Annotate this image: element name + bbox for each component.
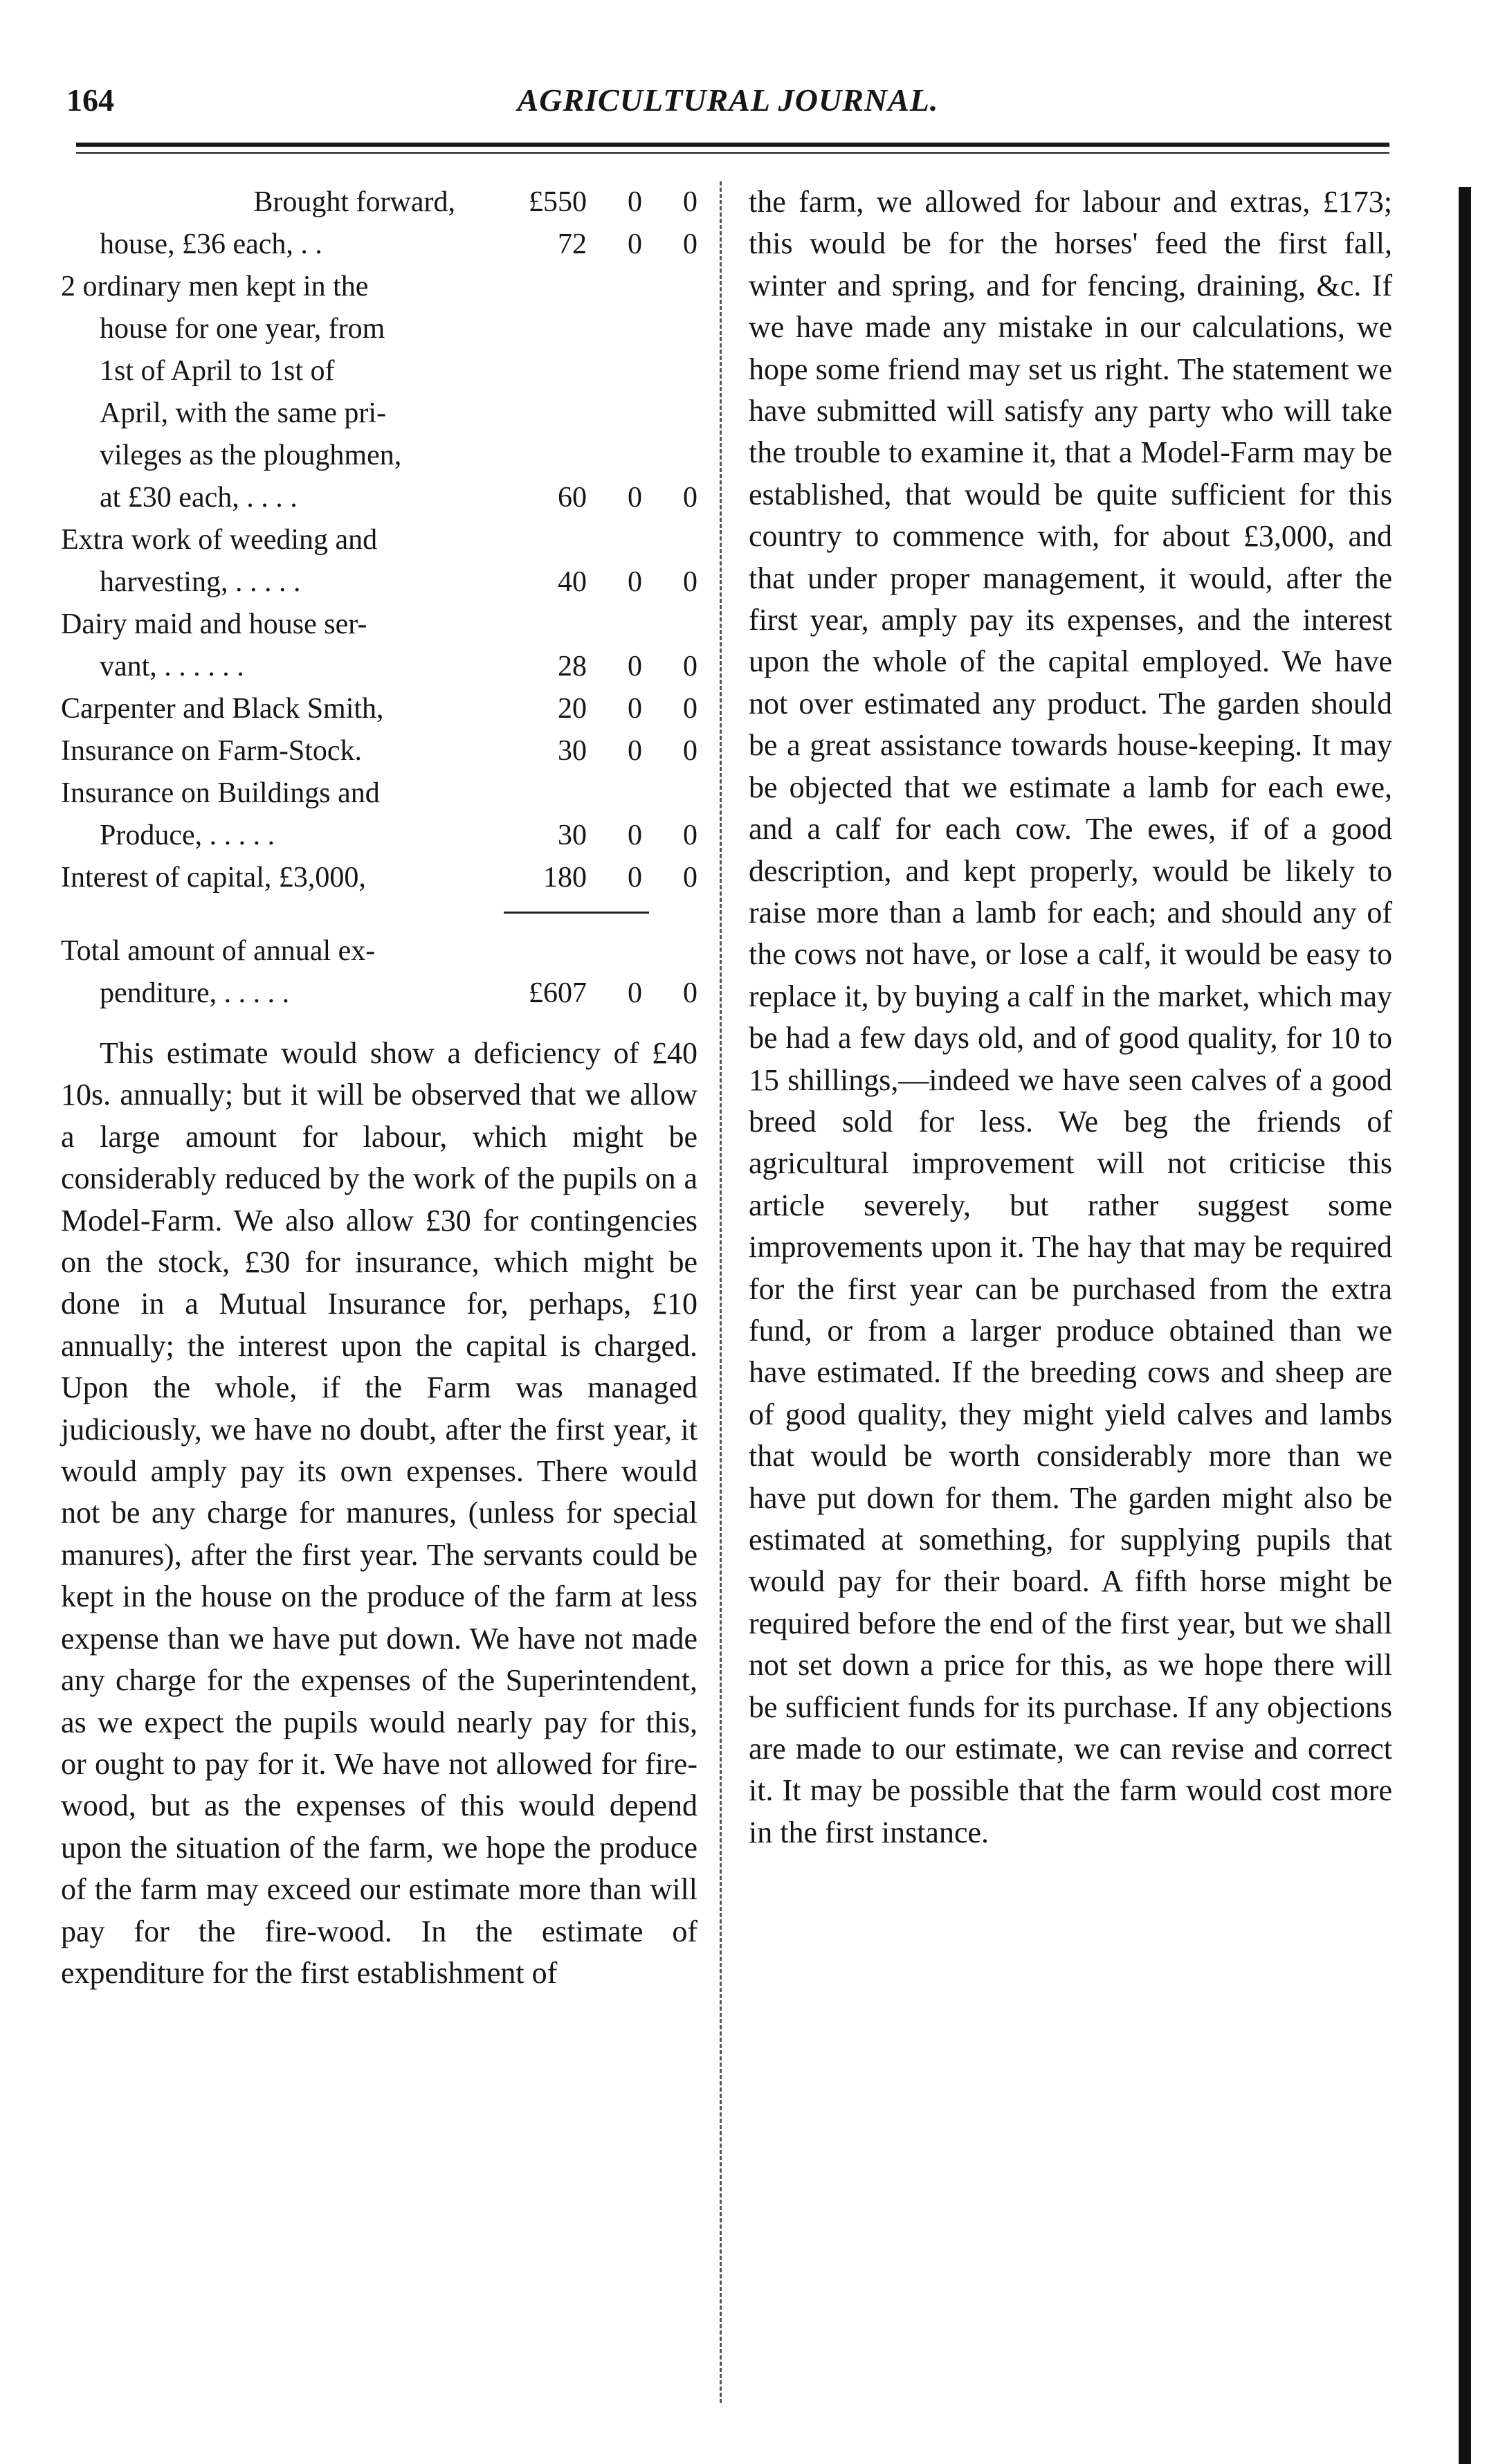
ledger-row — [61, 224, 697, 266]
ledger-shillings: 0 — [628, 735, 642, 767]
ledger-amount — [455, 519, 697, 604]
right-paragraph: the farm, we allowed for labour and extras, £173; this would be for the horses' feed the first fall, winter and spring, and for fencing, draining, &c. If we have made any mistake in our calculations, we hope some friend may set us right. The statement we have submitted will satisfy any party who will take the trouble to examine it, that a Model-Farm may be established, that would be quite sufficient for this country to commence with, for about £3,000, and that under proper management, it would, after the first year, amply pay its expenses, and the interest upon the whole of the capital employed. We have not over estimated any product. The garden should be a great assistance towards house-keeping. It may be objected that we estimate a lamb for each ewe, and a calf for each cow. The ewes, if of a good description, and kept properly, would be likely to raise more than a lamb for each; and should any of the cows not have, or lose a calf, it would be easy to replace it, by buying a calf in the market, which may be had a few days old, and of good quality, for 10 to 15 shillings,—indeed we have seen calves of a good breed sold for less. We beg the friends of agricultural improvement will not criticise this article severely, but rather suggest some improvements upon it. The hay that may be required for the first year can be purchased from the extra fund, or from a larger produce obtained than we have estimated. If the breeding cows and sheep are of good quality, they might yield calves and lambs that would be worth considerably more than we have put down for them. The garden might also be estimated at something, for supplying pupils that would pay for their board. A fifth horse might be required before the end of the first year, but we shall not set down a price for this, as we hope there will be sufficient funds for its purchase. If any objections are made to our estimate, we can revise and correct it. It may be possible that the farm would cost more in the first instance. — [749, 185, 1392, 1849]
page-edge-shadow — [1459, 187, 1471, 2464]
ledger-total — [61, 930, 697, 1015]
ledger-desc-line: Insurance on Farm-Stock. — [61, 735, 363, 767]
ledger-desc — [61, 688, 455, 730]
ledger-pounds: 20 — [558, 693, 587, 725]
ledger-pounds: 30 — [558, 735, 587, 767]
ledger-row — [61, 730, 697, 772]
ledger-pounds: £550 — [529, 186, 587, 218]
ledger-sum-rule — [504, 912, 649, 914]
left-paragraph: This estimate would show a deficiency of £40 10s. annually; but it will be observed that we allow a large amount for labour, which might be considerably reduced by the work of the pupils on a Model-Farm. We also allow £30 for contingencies on the stock, £30 for insurance, which might be done in a Mutual Insurance for, perhaps, £10 annually; the interest upon the capital is charged. Upon the whole, if the Farm was managed judiciously, we have no doubt, after the first year, it would amply pay its own expenses. There would not be any charge for manures, (unless for special manures), after the first year. The servants could be kept in the house on the produce of the farm at less expense than we have put down. We have not made any charge for the expenses of the Superintendent, as we expect the pupils would nearly pay for this, or ought to pay for it. We have not allowed for fire-wood, but as the expenses of this would depend upon the situation of the farm, we hope the produce of the farm may exceed our estimate more than will pay for the fire-wood. In the estimate of expenditure for the first establishment of — [61, 1036, 697, 1990]
ledger-desc — [61, 224, 455, 266]
ledger-row — [61, 519, 697, 604]
ledger-desc-line: Carpenter and Black Smith, — [61, 693, 384, 725]
ledger-pence: 0 — [683, 651, 697, 682]
ledger-desc-line: house, £36 each, . . — [100, 228, 322, 260]
ledger-pounds: 28 — [558, 651, 587, 682]
ledger-shillings: 0 — [628, 819, 642, 851]
ledger-row — [61, 772, 697, 857]
ledger-row — [61, 181, 697, 224]
header-rule-thin — [76, 152, 1389, 154]
ledger-desc-line: Produce, . . . . . — [100, 819, 275, 851]
ledger-desc — [61, 519, 455, 604]
ledger-desc-line: Interest of capital, £3,000, — [61, 862, 366, 894]
ledger-pounds: 40 — [558, 566, 587, 598]
ledger-shillings: 0 — [628, 693, 642, 725]
ledger-pounds: 180 — [543, 862, 587, 894]
ledger-shillings: 0 — [628, 186, 642, 218]
ledger-pounds: 72 — [558, 228, 587, 260]
ledger-amount — [455, 224, 697, 266]
ledger-total-line: Total amount of annual ex- — [61, 935, 376, 967]
ledger-shillings: 0 — [628, 482, 642, 514]
left-column — [61, 181, 697, 1994]
ledger-total-line: penditure, . . . . . — [100, 977, 290, 1009]
ledger-pounds: 60 — [558, 482, 587, 514]
ledger-desc — [61, 772, 455, 857]
ledger-row — [61, 688, 697, 730]
ledger-shillings: 0 — [628, 862, 642, 894]
ledger-desc-line: Dairy maid and house ser- — [61, 608, 367, 640]
header-rule-thick — [76, 143, 1389, 147]
ledger-desc-line: vant, . . . . . . — [100, 651, 244, 682]
page-header — [66, 82, 1389, 130]
right-column — [749, 181, 1392, 1854]
ledger-total-row — [61, 930, 697, 1015]
ledger-total-desc — [61, 930, 455, 1015]
ledger-desc-line: harvesting, . . . . . — [100, 566, 301, 598]
ledger-pence: 0 — [683, 735, 697, 767]
ledger-shillings: 0 — [628, 228, 642, 260]
ledger-amount — [455, 688, 697, 730]
ledger-desc-line: at £30 each, . . . . — [100, 482, 298, 514]
ledger-desc-line: April, with the same pri- — [100, 397, 387, 429]
ledger-pence: 0 — [683, 693, 697, 725]
ledger-total-pounds: £607 — [529, 977, 587, 1009]
ledger-shillings: 0 — [628, 651, 642, 682]
ledger-desc — [61, 730, 455, 772]
ledger-pence: 0 — [683, 819, 697, 851]
ledger-pounds: 30 — [558, 819, 587, 851]
ledger-pence: 0 — [683, 228, 697, 260]
running-title: AGRICULTURAL JOURNAL. — [517, 82, 939, 118]
ledger-shillings: 0 — [628, 566, 642, 598]
ledger-amount — [455, 266, 697, 519]
ledger-row — [61, 266, 697, 519]
ledger-desc — [61, 604, 455, 688]
ledger-pence: 0 — [683, 862, 697, 894]
ledger-row — [61, 604, 697, 688]
ledger-desc — [61, 181, 455, 224]
ledger-total-shillings: 0 — [628, 977, 642, 1009]
ledger-desc-line: vileges as the ploughmen, — [100, 440, 402, 471]
expenditure-ledger — [61, 181, 697, 899]
ledger-amount — [455, 857, 697, 899]
ledger-desc — [61, 266, 455, 519]
ledger-desc-line: Brought forward, — [253, 186, 455, 218]
ledger-desc — [61, 857, 455, 899]
ledger-desc-line: 1st of April to 1st of — [100, 355, 335, 387]
ledger-desc-line: Extra work of weeding and — [61, 524, 378, 556]
ledger-desc-line: house for one year, from — [100, 313, 385, 345]
ledger-amount — [455, 730, 697, 772]
ledger-pence: 0 — [683, 482, 697, 514]
ledger-desc-line: 2 ordinary men kept in the — [61, 271, 369, 302]
ledger-total-pence: 0 — [683, 977, 697, 1009]
ledger-desc-line: Insurance on Buildings and — [61, 777, 380, 809]
ledger-pence: 0 — [683, 566, 697, 598]
page-number: 164 — [66, 82, 114, 118]
ledger-amount — [455, 772, 697, 857]
ledger-amount — [455, 181, 697, 224]
column-divider — [720, 181, 722, 2403]
ledger-total-amount — [455, 930, 697, 1015]
ledger-row — [61, 857, 697, 899]
ledger-pence: 0 — [683, 186, 697, 218]
ledger-amount — [455, 604, 697, 688]
